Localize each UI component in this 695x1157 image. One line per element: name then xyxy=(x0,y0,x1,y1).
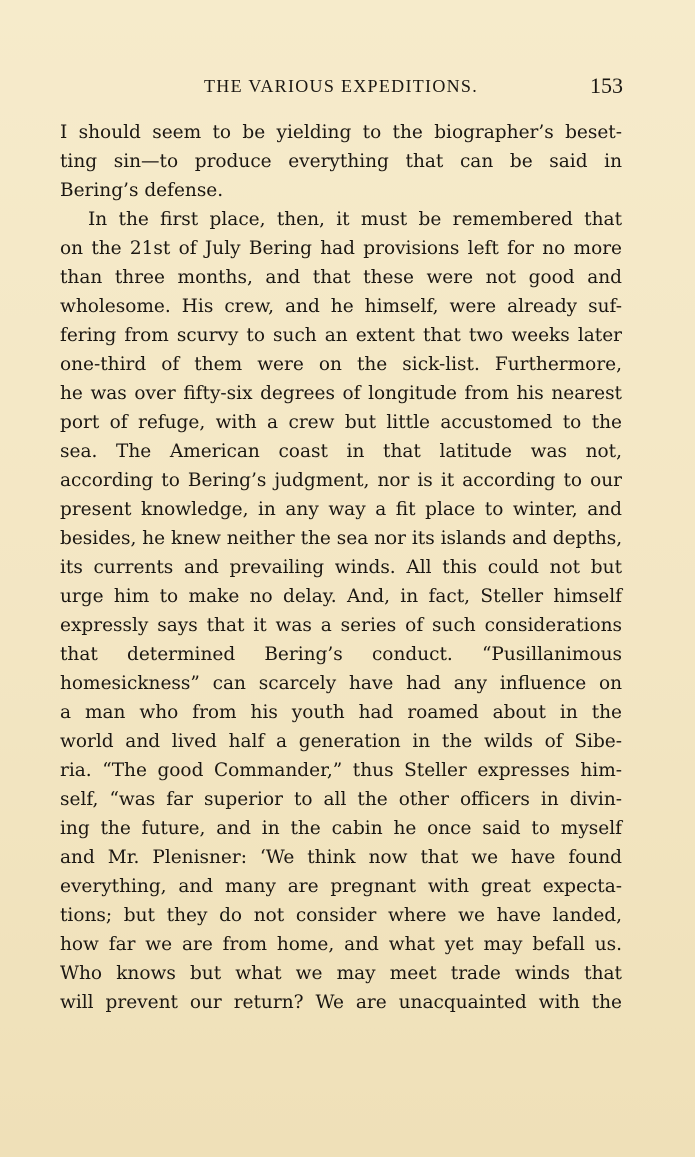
text-line: will prevent our return? We are unacquainted with the xyxy=(60,992,622,1013)
text-line: that determined Bering’s conduct. “Pusillanimous xyxy=(60,644,622,665)
text-line: sea. The American coast in that latitude was not, xyxy=(60,441,622,462)
text-line: Bering’s defense. xyxy=(60,180,224,201)
text-line: one-third of them were on the sick-list. Furthermore, xyxy=(60,354,622,375)
text-line: according to Bering’s judgment, nor is it according to our xyxy=(60,470,622,491)
running-head xyxy=(60,72,625,100)
text-line: world and lived half a generation in the wilds of Sibe- xyxy=(60,731,622,752)
text-line: expressly says that it was a series of such considerations xyxy=(60,615,622,636)
text-line: present knowledge, in any way a fit place to winter, and xyxy=(60,499,622,520)
text-line: he was over fifty-six degrees of longitude from his nearest xyxy=(60,383,622,404)
text-line: urge him to make no delay. And, in fact, Steller himself xyxy=(60,586,622,607)
text-line: on the 21st of July Bering had provisions left for no more xyxy=(60,238,622,259)
text-line: self, “was far superior to all the other officers in divin- xyxy=(60,789,622,810)
text-line: wholesome. His crew, and he himself, were already suf- xyxy=(60,296,622,317)
paragraph-first-line: In the first place, then, it must be remembered that xyxy=(88,209,622,230)
text-line: homesickness” can scarcely have had any influence on xyxy=(60,673,622,694)
text-line: port of refuge, with a crew but little accustomed to the xyxy=(60,412,622,433)
text-line: I should seem to be yielding to the biographer’s beset- xyxy=(60,122,622,143)
text-line: everything, and many are pregnant with great expecta- xyxy=(60,876,622,897)
text-line: than three months, and that these were not good and xyxy=(60,267,622,288)
text-line: besides, he knew neither the sea nor its islands and depths, xyxy=(60,528,623,549)
text-line: fering from scurvy to such an extent that two weeks later xyxy=(60,325,622,346)
text-line: tions; but they do not consider where we have landed, xyxy=(60,905,622,926)
text-line: its currents and prevailing winds. All this could not but xyxy=(60,557,622,578)
body-text xyxy=(60,118,622,1017)
running-title: THE VARIOUS EXPEDITIONS. xyxy=(204,76,479,96)
page-number: 153 xyxy=(590,73,623,98)
text-line: how far we are from home, and what yet may befall us. xyxy=(60,934,622,955)
text-line: ing the future, and in the cabin he once said to myself xyxy=(60,818,622,839)
text-line: ria. “The good Commander,” thus Steller expresses him- xyxy=(60,760,622,781)
text-line: ting sin—to produce everything that can be said in xyxy=(60,151,622,172)
text-line: and Mr. Plenisner: ‘We think now that we have found xyxy=(60,847,622,868)
text-line: Who knows but what we may meet trade winds that xyxy=(60,963,622,984)
text-line: a man who from his youth had roamed about in the xyxy=(60,702,622,723)
